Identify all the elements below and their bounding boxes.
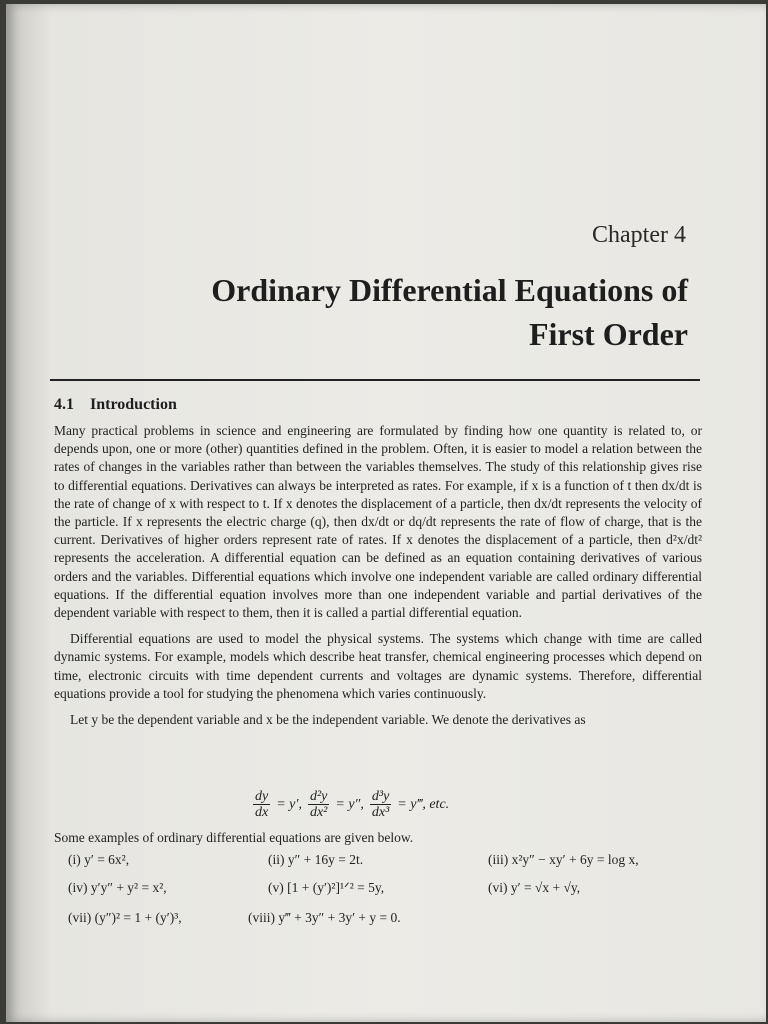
paragraph: Let y be the dependent variable and x be the independent variable. We denote the derivatives as <box>70 712 586 728</box>
chapter-label: Chapter 4 <box>592 222 686 248</box>
section-heading <box>54 396 177 414</box>
section-number: 4.1 <box>54 396 74 413</box>
paragraph: Differential equations are used to model the physical systems. The systems which change with time are called dynamic systems. For example, models which describe heat transfer, chemical engineering processes which depend on time, electronic circuits with time dependent currents and voltages are dynamic systems. Therefore, differential equations provide a tool for studying the phenomena which varies continuously. <box>54 631 702 701</box>
equals-term: = y′, <box>276 796 302 812</box>
fraction-third-derivative <box>370 789 391 820</box>
derivative-notation <box>251 789 453 820</box>
numerator: d²y <box>309 789 328 804</box>
book-page <box>6 4 766 1022</box>
chapter-title-line1: Ordinary Differential Equations of <box>211 272 688 308</box>
fraction-first-derivative <box>253 789 270 820</box>
section-title: Introduction <box>90 396 177 413</box>
denominator: dx <box>255 805 269 820</box>
example-item: (ii) y″ + 16y = 2t. <box>268 852 364 867</box>
example-item: (v) [1 + (y′)²]¹ᐟ² = 5y, <box>268 880 385 895</box>
chapter-title-line2: First Order <box>528 316 688 352</box>
examples-intro: Some examples of ordinary differential equations are given below. <box>54 830 414 845</box>
equals-term: = y″, <box>335 796 364 812</box>
title-rule <box>50 379 700 381</box>
example-item: (vi) y′ = √x + √y, <box>488 880 581 895</box>
denominator: dx³ <box>371 805 390 820</box>
example-item: (iv) y′y″ + y² = x², <box>68 880 167 895</box>
example-item: (viii) y‴ + 3y″ + 3y′ + y = 0. <box>248 910 401 925</box>
example-item: (i) y′ = 6x², <box>68 852 130 867</box>
equals-term: = y‴, etc. <box>397 796 450 812</box>
chapter-title <box>88 268 688 356</box>
example-item: (iii) x²y″ − xy′ + 6y = log x, <box>488 852 639 867</box>
denominator: dx² <box>309 805 328 820</box>
numerator: dy <box>255 789 269 804</box>
paragraph: Many practical problems in science and engineering are formulated by finding how one quantity is related to, or depends upon, one or more (other) quantities defined in the problem. Often, it is easier to model a relation between the rates of changes in the variables rather than between the variables themselves. The study of this relationship gives rise to differential equations. Derivatives can always be interpreted as rates. For example, if x is a function of t then dx/dt is the rate of change of x with respect to t. If x denotes the displacement of a particle, then dx/dt represents the velocity of the particle. If x represents the electric charge (q), then dx/dt or dq/dt represents the rate of flow of charge, that is the current. Derivatives of higher orders represent rate of rates. If x denotes the displacement of a particle, then d²x/dt² represents the acceleration. A differential equation can be defined as an equation containing derivatives of various orders and the variables. Differential equations which involve one independent variable are called ordinary differential equations. If the differential equation involves more than one independent variable and partial derivatives of the dependent variable with respect to them, then it is called a partial differential equation. <box>54 423 702 621</box>
numerator: d³y <box>371 789 390 804</box>
example-item: (vii) (y″)² = 1 + (y′)³, <box>68 910 182 925</box>
fraction-second-derivative <box>308 789 329 820</box>
body-text <box>54 422 702 737</box>
